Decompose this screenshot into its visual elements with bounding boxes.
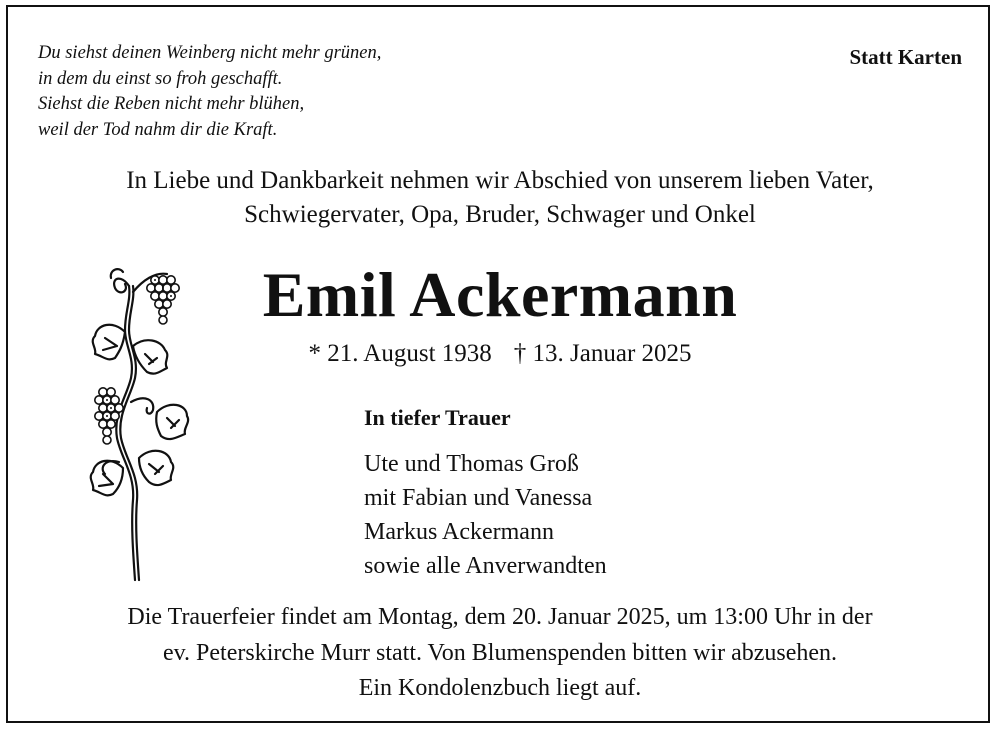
mourner-line: mit Fabian und Vanessa [364, 485, 593, 511]
mourner-line: Markus Ackermann [364, 519, 554, 545]
intro-line: In Liebe und Dankbarkeit nehmen wir Abschied von unserem lieben Vater, [126, 167, 874, 194]
obituary-notice [6, 5, 990, 723]
funeral-line: Ein Kondolenzbuch liegt auf. [358, 675, 642, 701]
mourners-list [364, 447, 607, 583]
intro-text [8, 164, 992, 232]
birth-date: * 21. August 1938 [308, 340, 492, 367]
intro-line: Schwiegervater, Opa, Bruder, Schwager und Onkel [244, 201, 756, 228]
death-date: † 13. Januar 2025 [513, 340, 692, 367]
deceased-name: Emil Ackermann [262, 259, 738, 330]
mourners-heading: In tiefer Trauer [364, 405, 511, 430]
poem-line: in dem du einst so froh geschafft. [38, 68, 283, 89]
poem-line: Siehst die Reben nicht mehr blühen, [38, 94, 305, 114]
funeral-line: Die Trauerfeier findet am Montag, dem 20. Januar 2025, um 13:00 Uhr in der [127, 604, 873, 630]
statt-karten-label: Statt Karten [849, 45, 962, 69]
life-dates [8, 338, 992, 370]
poem [38, 41, 381, 143]
mourner-line: Ute und Thomas Groß [364, 451, 579, 477]
funeral-info [8, 600, 992, 707]
mourner-line: sowie alle Anverwandten [364, 553, 607, 579]
poem-line: Du siehst deinen Weinberg nicht mehr grünen, [38, 43, 382, 63]
poem-line: weil der Tod nahm dir die Kraft. [38, 119, 278, 140]
funeral-line: ev. Peterskirche Murr statt. Von Blumenspenden bitten wir abzusehen. [162, 639, 838, 666]
